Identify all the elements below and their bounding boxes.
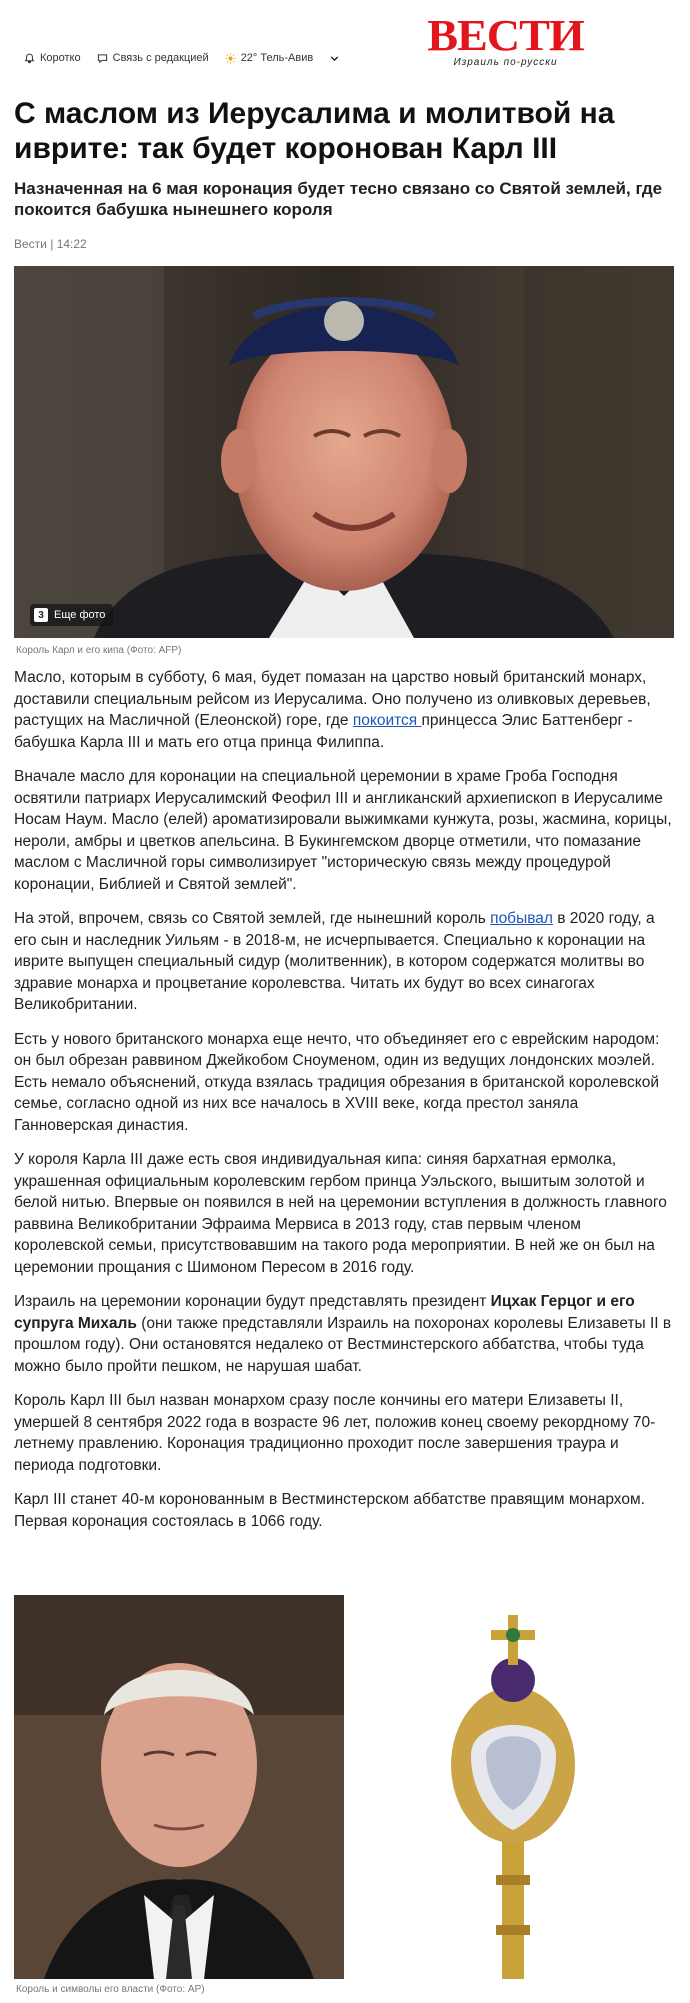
bold-text: Ицхак Герцог и его супруга Михаль: [14, 1293, 635, 1332]
royal-sceptre-image: [346, 1595, 674, 1979]
text: принцесса Элис Баттенберг - бабушка Карла III и мать его отца принца Филиппа.: [14, 712, 633, 751]
main-photo[interactable]: [14, 266, 674, 638]
paragraph-3: [14, 908, 674, 1016]
weather-dropdown-toggle[interactable]: [329, 53, 340, 64]
site-header: [0, 0, 690, 84]
bell-icon: [24, 53, 35, 64]
article-time: 14:22: [56, 237, 87, 251]
article-lead: Назначенная на 6 мая коронация будет тесно связано со Святой землей, где покоится бабушка нынешнего короля: [14, 179, 663, 219]
top-nav: [24, 52, 340, 64]
link-burial[interactable]: покоится: [352, 712, 422, 729]
nav-item-short[interactable]: [24, 52, 81, 64]
link-visit[interactable]: побывал: [490, 910, 553, 927]
text: Израиль на церемонии коронации будут представлять президент: [14, 1293, 491, 1310]
gallery-caption: Король и символы его власти (Фото: AP): [16, 1984, 205, 1995]
nav-item-label: Связь с редакцией: [112, 52, 209, 64]
king-in-kippah-image: [14, 266, 674, 638]
meta-divider: |: [50, 237, 57, 251]
paragraph-6: [14, 1291, 674, 1377]
logo-word: ВЕСТИ: [427, 11, 584, 60]
secondary-gallery[interactable]: [14, 1595, 674, 1979]
paragraph-2: Вначале масло для коронации на специальной церемонии в храме Гроба Господня освятили патриарх Иерусалимский Феофил III и англиканский архиепископ в Иерусалиме Носам Наум. Масло (елей) ароматизировали выжимками кунжута, розы, жасмина, корицы, нероли, амбры и цветков апельсина. В Букингемском дворце отметили, что помазание маслом с Масличной горы символизирует "историческую связь между процедурой коронации, Библией и Святой землей".: [14, 768, 672, 893]
sceptre-illustration: [346, 1595, 674, 1979]
paragraph-7: Король Карл III был назван монархом сразу после кончины его матери Елизаветы II, умершей 8 сентября 2022 года в возрасте 96 лет, положив конец своему рекордному 70-летнему правлению. Коронация традиционно проходит после завершения траура и периода подготовки.: [14, 1392, 656, 1474]
nav-item-label: 22° Тель-Авив: [240, 52, 314, 64]
more-photos-label: Еще фото: [54, 609, 106, 621]
chat-icon: [97, 53, 108, 64]
article-source[interactable]: Вести: [14, 237, 47, 251]
site-logo[interactable]: [427, 11, 584, 68]
paragraph-4: Есть у нового британского монарха еще нечто, что объединяет его с еврейским народом: он был обрезан раввином Джейкобом Сноуменом, один из ведущих лондонских моэлей. Есть немало объяснений, откуда взялась традиция обрезания в британской королевской семье, согласно одной из них все началось в XVIII веке, когда престол заняла Ганноверская династия.: [14, 1030, 660, 1134]
logo-tagline: Израиль по-русски: [453, 57, 558, 68]
chevron-down-icon: [329, 53, 340, 64]
portrait-illustration: [14, 1595, 344, 1979]
nav-item-contact[interactable]: [97, 52, 209, 64]
paragraph-1: [14, 667, 674, 753]
article-title: С маслом из Иерусалима и молитвой на иврите: так будет коронован Карл III: [14, 97, 615, 165]
paragraph-5: У короля Карла III даже есть своя индивидуальная кипа: синяя бархатная ермолка, украшенная официальным королевским гербом принца Уэльского, вышитым золотой и белой нитью. Впервые он появился в ней на церемонии вступления в должность главного раввина Великобритании Эфраима Мервиса в 2013 году, став первым членом королевской семьи, присутствовавшим на такого рода мероприятии. В ней же он был на церемонии прощания с Шимоном Пересом в 2016 году.: [14, 1151, 667, 1276]
nav-item-label: Коротко: [40, 52, 81, 64]
paragraph-8: Карл III станет 40-м коронованным в Вестминстерском аббатстве правящим монархом. Первая коронация состоялась в 1066 году.: [14, 1491, 645, 1530]
article-body: [14, 667, 674, 1545]
nav-item-weather[interactable]: [225, 52, 314, 64]
photo-caption: Король Карл и его кипа (Фото: AFP): [16, 645, 182, 656]
text: На этой, впрочем, связь со Святой землей, где нынешний король: [14, 910, 491, 927]
king-portrait-image: [14, 1595, 344, 1979]
sun-icon: [225, 53, 236, 64]
photo-count-badge: 3: [34, 608, 48, 622]
text: Масло, которым в субботу, 6 мая, будет помазан на царство новый британский монарх, доставили специальным рейсом из Иерусалима. Оно получено из оливковых деревьев, растущих на Масличной (Елеонской) горе, где: [14, 669, 651, 729]
text: (они также представляли Израиль на похоронах королевы Елизаветы II в прошлом году). Они остановятся недалеко от Вестминстерского аббатства, чтобы туда можно было пройти пешком, не нарушая шабат.: [14, 1314, 672, 1375]
text: в 2020 году, а его сын и наследник Уильям - в 2018-м, не исчерпывается. Специально к коронации на иврите выпущен специальный сидур (молитвенник), в котором содержатся молитвы во здравие монарха и процветание королевства. Читать их будут во всех синагогах Великобритании.: [14, 910, 655, 1013]
more-photos-button[interactable]: [30, 604, 113, 626]
article-meta: [14, 237, 87, 251]
